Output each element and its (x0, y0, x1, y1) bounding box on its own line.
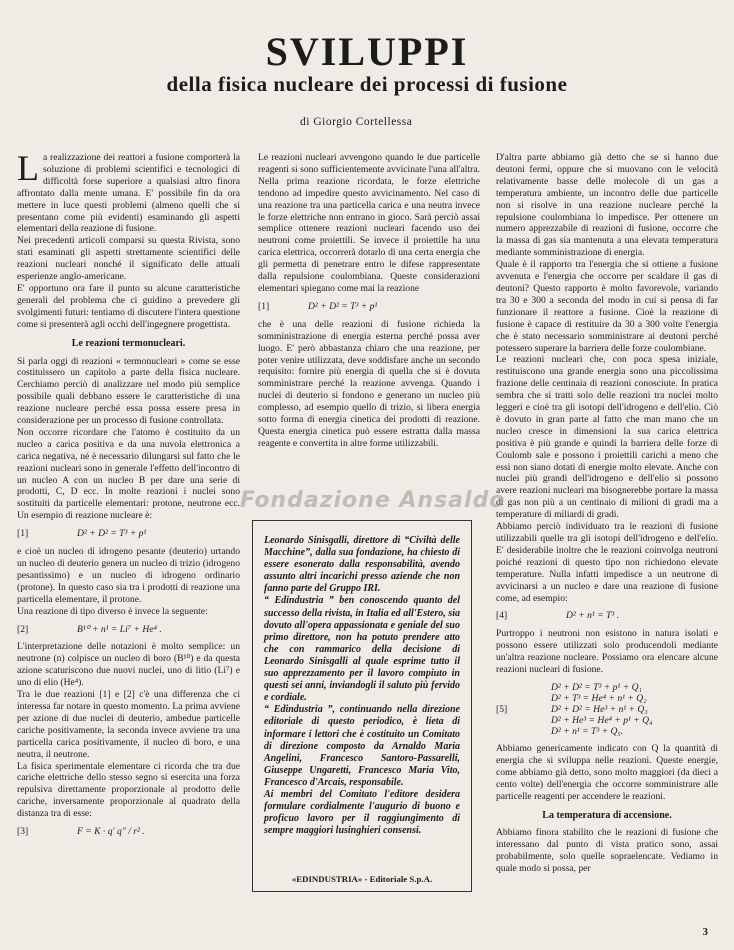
paragraph (17, 148, 240, 235)
equation-text: F = K · q′ q″ / r² . (77, 826, 145, 838)
paragraph: La fisica sperimentale elementare ci ricorda che tra due cariche elettriche dello stesso segno si esercita una forza repulsiva direttamente proporzionale al prodotto delle cariche, inversamente proporzionale al quadrato della distanza tra di esse: (17, 760, 240, 820)
column-2 (258, 152, 480, 450)
paragraph: Una reazione di tipo diverso è invece la seguente: (17, 605, 208, 617)
paragraph: e cioè un nucleo di idrogeno pesante (deuterio) urtando un nucleo di deuterio genera un nucleo di trizio (idrogeno pesantissimo) e un nucleo di idrogeno ordinario (protone). In questo caso sia tra i prodotti di reazione una particella elementare, il protone. (17, 546, 240, 605)
equation-number: [3] (17, 826, 29, 838)
paragraph: Abbiamo genericamente indicato con Q la quantità di energia che si sviluppa nelle reazioni. Queste energie, come abbiamo già detto, sono molto maggiori (da dieci a cento volte) dell'energia che occorre somministrare alle particelle reagenti per accendere le reazioni. (496, 742, 718, 802)
watermark: Fondazione Ansaldo (240, 488, 506, 513)
paragraph: D'altra parte abbiamo già detto che se si hanno due deutoni fermi, oppure che si muovano con le velocità relativamente basse delle molecole di un gas a temperatura ambiente, un incontro delle due particelle non si risolve in una reazione nucleare perché la repulsione coulombiana lo impedisce. Per ottenere un numero apprezzabile di reazioni di fusione, occorre che la massa di gas sia mantenuta a una elevata temperatura mediante somministrazione di energia. (496, 152, 718, 259)
equation-5-system (496, 682, 718, 737)
section-heading: La temperatura di accensione. (542, 809, 672, 821)
page-number: 3 (702, 926, 708, 938)
equation-line: D² + n¹ = T³ + Q₅. (551, 725, 624, 737)
paragraph: Purtroppo i neutroni non esistono in natura isolati e possono essere utilizzati solo producendoli mediante un'altra reazione nucleare. Possiamo ora elencare alcune reazioni nucleari di fusione. (496, 628, 718, 676)
paragraph: Tra le due reazioni [1] e [2] c'è una differenza che ci interessa far notare in questo momento. La prima avviene per azione di due nuclei di deuterio, ambedue particelle cariche positivamente, la seconda invece avviene tra una particella carica positivamente, il nucleo di boro, e una neutra, il neutrone. (17, 689, 240, 760)
paragraph: Abbiamo perciò individuato tra le reazioni di fusione utilizzabili quelle tra gli isotopi dell'idrogeno e dell'elio. E' desiderabile inoltre che le reazioni coinvolga neutroni poiché reazioni di questo tipo non richiedono elevate temperature. Nulla infatti impedisce a un neutrone di avvicinarsi a un nucleo e dare una reazione di fusione come, ad esempio: (496, 521, 718, 604)
article-author: di Giorgio Cortellessa (300, 116, 413, 128)
equation-1 (17, 528, 240, 540)
paragraph-text: a realizzazione dei reattori a fusione comporterà la soluzione di problemi scientifici e tecnologici di difficoltà forse superiore a qualsiasi altro finora affrontato dalla mente umana. E' possibile fin da ora mettere in luce questi problemi (almeno quelli che si presentano come più evidenti) esaminando gli aspetti elementari della reazione di fusione. (17, 152, 240, 235)
equation-number: [5] (496, 703, 508, 715)
notice-paragraph: “ Edindustria ” ben conoscendo quanto del successo della rivista, in Italia ed all'Estero, sia dovuto all'opera appassionata e geniale del suo primo direttore, non ha potuto prendere atto che con rammarico della decisione di Leonardo Sinisgalli al quale esprime tutto il suo apprezzamento per il lavoro compiuto in questi sei anni, inviandogli il saluto più fervido e cordiale. (264, 595, 460, 704)
paragraph: che è una delle reazioni di fusione richieda la somministrazione di energia esterna perché possa aver luogo. E' però abbastanza chiaro che una reazione, per poter venire utilizzata, deve soddisfare anche un secondo requisito: fornire più energia di quella che si è dovuta somministrare perché la reazione avvenga. Quando i nuclei di deuterio si fondono e generano un nucleo più complesso, ad esempio quello di trizio, si libera energia sotto forma di energia cinetica dei prodotti di reazione. Questa energia cinetica può essere estratta dalla massa reagente e convertita in altre forme utilizzabili. (258, 318, 480, 449)
paragraph: Le reazioni nucleari che, con poca spesa iniziale, restituiscono una grande energia sono una piccolissima frazione delle centinaia di reazioni conosciute. In pratica sembra che si tratti solo delle reazioni tra nuclei molto leggeri e cioè tra gli isotopi dell'idrogeno e dell'elio. Ciò è dovuto in gran parte al fatto che man mano che un nucleo cresce in dimensioni la sua carica elettrica positiva è più grande e quindi la barriera delle forze di Coulomb sale e possono i proiettili carichi a meno che essi non siano dotati di energie molto elevate. Anche con nuclei più grandi dell'idrogeno e dell'elio si possono avere reazioni nucleari ma bisognerebbe portare la massa di gas non più a un centinaio di milioni di gradi ma a temperature di miliardi di gradi. (496, 354, 718, 521)
editorial-notice-box (252, 520, 472, 892)
equation-1-repeat (258, 301, 480, 313)
equation-line: D² + D² = T³ + p¹ + Q₁ (551, 681, 642, 693)
equation-3 (17, 826, 240, 838)
equation-text: D² + D² = T³ + p¹ (77, 528, 147, 540)
equation-number: [1] (258, 300, 270, 312)
equation-lines (551, 682, 718, 737)
column-1 (17, 148, 240, 844)
equation-2 (17, 624, 240, 636)
paragraph: L'interpretazione delle notazioni è molto semplice: un neutrone (n) colpisce un nucleo di boro (B¹⁰) e da questa azione scaturiscono due nuovi nuclei, uno di litio (Li⁷) e uno di elio (He⁴). (17, 641, 240, 689)
equation-line: D² + He³ = He⁴ + p¹ + Q₄ (551, 714, 653, 726)
article-title: SVILUPPI (265, 29, 469, 74)
notice-paragraph: Leonardo Sinisgalli, direttore di “Civiltà delle Macchine”, dalla sua fondazione, ha chiesto di essere esonerato dalla responsabilità, avendo assunto altri incarichi presso aziende che non fanno parte del Gruppo IRI. (264, 535, 460, 595)
equation-text: D² + D² = T³ + p¹ (308, 300, 378, 312)
paragraph: Si parla oggi di reazioni « termonucleari » come se esse costituissero un capitolo a parte della fisica nucleare. Cerchiamo perciò di analizzare nel modo più semplice possibile quali debbano essere le caratteristiche di una reazione nucleare perché essa possa essere presa in considerazione per un processo di fusione controllata. (17, 355, 240, 427)
equation-text: B¹⁰ + n¹ = Li⁷ + He⁴ . (77, 623, 162, 635)
equation-number: [4] (496, 610, 508, 622)
equation-text: D² + n¹ = T³ . (566, 610, 620, 622)
equation-4 (496, 610, 718, 622)
drop-cap: L (17, 148, 39, 188)
notice-paragraph: “ Edindustria ”, continuando nella direzione editoriale di questo periodico, è lieta di informare i lettori che è costituito un Comitato di direzione composto da Arnaldo Maria Angelini, Francesco Santoro-Passarelli, Giuseppe Ungaretti, Francesco Maria Vito, Francesco d'Arcais, responsabile. (264, 704, 460, 788)
paragraph: Non occorre ricordare che l'atomo è costituito da un nucleo a carica positiva e da una nuvola elettronica a carica negativa, né è necessario dilungarsi sul fatto che le reazioni nucleari sono in generale l'effetto dell'incontro di un nucleo A con un nucleo B per dare una serie di prodotti, C, D ecc. In molte reazioni i nuclei sono sostituiti da particelle elementari: protone, neutrone ecc. Un esempio di reazione nucleare è: (17, 426, 240, 522)
column-3 (496, 152, 718, 875)
paragraph: Quale è il rapporto tra l'energia che si ottiene a fusione avvenuta e l'energia che occorre per scaldare il gas di deutoni? Questo rapporto è molto favorevole, variando tra 30 e 300 a seconda del modo in cui si pensa di far funzionare il reattore a fusione. Cioè la reazione di fusione è capace di restituire da 30 a 300 volte l'energia che è stato necessario somministrare ai deutoni perché potessero superare la barriera delle forze coulombiane. (496, 259, 718, 354)
section-heading: Le reazioni termonucleari. (71, 337, 186, 349)
notice-paragraph: Ai membri del Comitato l'editore desidera formulare cordialmente l'augurio di buono e proficuo lavoro per il raggiungimento di sempre maggiori lusinghieri consensi. (264, 788, 460, 837)
equation-line: D² + D² = He³ + n¹ + Q₃ (551, 703, 648, 715)
equation-number: [1] (17, 528, 29, 540)
equation-number: [2] (17, 623, 29, 635)
paragraph: E' opportuno ora fare il punto su alcune caratteristiche generali del problema che ci guidino a prevedere gli svolgimenti futuri: tentiamo di discutere l'intera questione come si presenterà agli occhi dell'ingegnere progettista. (17, 282, 240, 330)
paragraph: Nei precedenti articoli comparsi su questa Rivista, sono stati esaminati gli aspetti strettamente scientifici delle reazioni nucleari nonché il significato delle attuali esperienze anglo-americane. (17, 235, 240, 283)
paragraph: Abbiamo finora stabilito che le reazioni di fusione che interessano dal punto di vista pratico sono, assai probabilmente, solo quelle sopraelencate. Vediamo in quale modo si possa, per (496, 827, 718, 875)
equation-line: D² + T³ = He⁴ + n¹ + Q₂ (551, 692, 647, 704)
article-subtitle: della fisica nucleare dei processi di fusione (166, 72, 568, 96)
notice-signature: «EDINDUSTRIA» - Editoriale S.p.A. (291, 873, 433, 884)
paragraph: Le reazioni nucleari avvengono quando le due particelle reagenti si sono sufficientemente avvicinate l'una all'altra. Nella prima reazione ricordata, le forze elettriche tendono ad impedire questo avvicinamento. Nel caso di una reazione tra una particella carica e una neutra invece le forze elettriche non entrano in gioco. Sarà perciò assai semplice ottenere reazioni nucleari facendo uso dei neutroni come proiettili. Se invece il proiettile ha una carica elettrica, occorrerà dotarlo di una certa energia che gli permetta di penetrare entro le difese rappresentate dalla repulsione coulombiana. Queste considerazioni elementari spiegano come mai la reazione (258, 152, 480, 294)
